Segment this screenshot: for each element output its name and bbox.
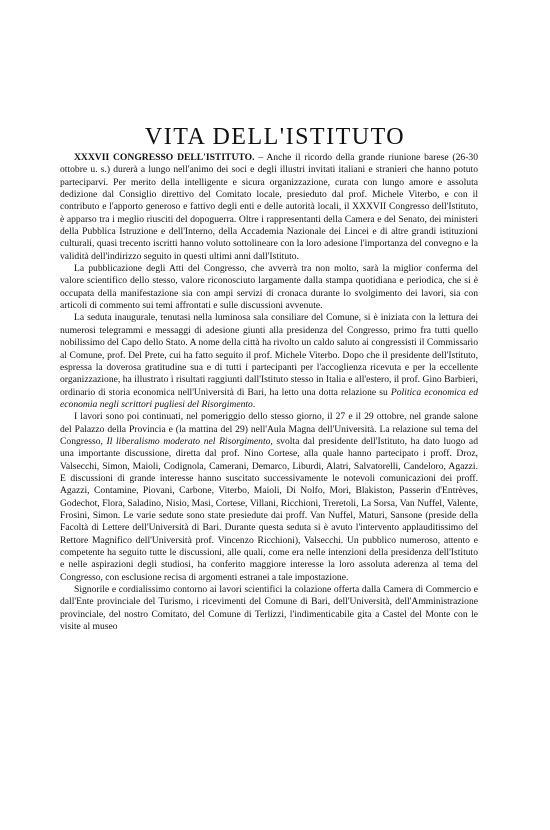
paragraph-text: , svolta dal presidente dell'Istituto, ha dato luogo ad una importante discussione, diretta dal prof. Nino Cortese, alla quale hanno partecipato i proff. Droz, Valsecchi, Simon, Maioli, Codignola, Camerani, Demarco, Liburdi, Alatri, Salvatorelli, Candeloro, Agazzi. E discussioni di grande interesse hanno suscitato successivamente le notevoli comunicazioni dei proff. Agazzi, Contamine, Piovani, Carbone, Viterbo, Maioli, Di Nolfo, Mori, Blakiston, Passerin d'Entrèves, Godechot, Flora, Saladino, Nisio, Masi, Cortese, Villani, Ricchioni, Treretoli, La Sorsa, Van Nuffel, Valente, Frosini, Simon. Le varie sedute sono state presiedute dai proff. Van Nuffel, Maturi, Sansone (preside della Facoltà di Lettere dell'Università di Bari. Durante questa seduta si è avuto l'intervento applauditissimo del Rettore Magnifico dell'Università prof. Vincenzo Ricchioni), Valsecchi. Un pubblico numeroso, attento e competente ha seguito tutte le discussioni, alle quali, come era nelle intenzioni della presidenza dell'Istituto e nelle aspirazioni degli studiosi, ha conferito maggiore interesse la loro assoluta aderenza al tema del Congresso, con esclusione recisa di argomenti estranei a tale impostazione.	[60, 435, 478, 583]
paragraph	[60, 312, 478, 411]
paper-title: Il liberalismo moderato nel Risorgimento	[106, 435, 271, 447]
paragraph	[60, 411, 478, 584]
paragraph-text: La pubblicazione degli Atti del Congresso, che avverrà tra non molto, sarà la miglior conferma del valore scientifico dello stesso, valore riconosciuto largamente dalla stampa quotidiana e periodica, che si è occupata della manifestazione sia con ampi servizi di cronaca durante lo svolgimento dei lavori, sia con articoli di commento sui temi affrontati e sulle discussioni avvenute.	[60, 263, 478, 312]
paragraph-heading: XXXVII CONGRESSO DELL'ISTITUTO.	[74, 152, 255, 163]
paragraph-text: – Anche il ricordo della grande riunione barese (26-30 ottobre u. s.) durerà a lungo nell'animo dei soci e degli illustri invitati italiani e stranieri che hanno potuto parteciparvi. Per merito della intelligente e sicura organizzazione, curata con lungo amore e assoluta dedizione dal Consiglio direttivo del Comitato locale, presieduto dal prof. Michele Viterbo, e con il contributo e l'apporto generoso e fattivo degli enti e delle autorità locali, il XXXVII Congresso dell'Istituto, è apparso tra i meglio riusciti del dopoguerra. Oltre i rappresentanti della Camera e del Senato, dei ministeri della Pubblica Istruzione e dell'Interno, della Accademia Nazionale dei Lincei e di altre grandi istituzioni culturali, quasi trecento iscritti hanno voluto sottolineare con la loro adesione l'importanza del convegno e la validità dell'indirizzo seguito in questi ultimi anni dall'Istituto.	[60, 152, 478, 262]
paragraph	[60, 152, 478, 263]
paragraph	[60, 584, 478, 633]
paragraph-text: La seduta inaugurale, tenutasi nella luminosa sala consiliare del Comune, si è iniziata con la lettura dei numerosi telegrammi e messaggi di adesione giunti alla presidenza del Congresso, primo fra tutti quello nobilissimo del Capo dello Stato. A nome della città ha rivolto un caldo saluto ai congressisti il Commissario al Comune, prof. Del Prete, cui ha fatto seguito il prof. Michele Viterbo. Dopo che il presidente dell'Istituto, espressa la doverosa gratitudine sua e di tutti i partecipanti per l'accoglienza ricevuta e per la eccellente organizzazione, ha illustrato i risultati raggiunti dall'Istituto stesso in Italia e all'estero, il prof. Gino Barbieri, ordinario di storia economica nell'Università di Bari, ha letto una dotta relazione su	[60, 312, 478, 398]
paper-title: Politica economica ed economia negli scrittori pugliesi del Risorgimento	[60, 386, 478, 410]
paragraph	[60, 263, 478, 312]
paragraph-text: I lavori sono poi continuati, nel pomeriggio dello stesso giorno, il 27 e il 29 ottobre, nel grande salone del Palazzo della Provincia e (la mattina del 29) nell'Aula Magna dell'Università. La relazione sul tema del Congresso,	[60, 411, 478, 447]
article-body	[60, 152, 478, 633]
paragraph-text: .	[252, 398, 256, 410]
paragraph-text: Signorile e cordialissimo contorno ai lavori scientifici la colazione offerta dalla Camera di Commercio e dall'Ente provinciale del Turismo, i ricevimenti del Comune di Bari, dell'Università, dell'Amministrazione provinciale, del nostro Comitato, del Comune di Terlizzi, l'indimenticabile gita a Castel del Monte con le visite al museo	[60, 584, 478, 633]
section-title: VITA DELL'ISTITUTO	[144, 124, 406, 151]
